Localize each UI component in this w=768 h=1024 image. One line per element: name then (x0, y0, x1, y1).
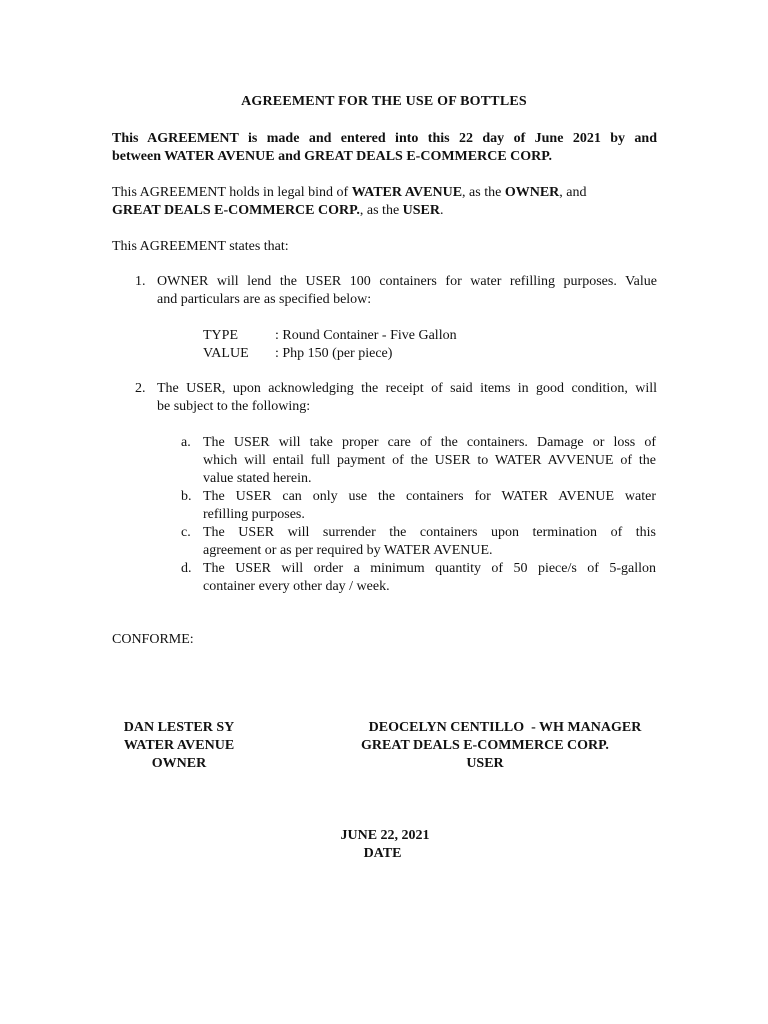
sub-b-line-2: refilling purposes. (203, 507, 305, 522)
intro-line-1: This AGREEMENT is made and entered into this 22 day of June 2021 by and (112, 131, 657, 146)
bind-owner-name: WATER AVENUE (351, 185, 463, 200)
sub-b-line-1: The USER can only use the containers for WATER AVENUE water (203, 489, 656, 504)
bind-user-role: USER (402, 203, 441, 218)
conforme-label: CONFORME: (112, 632, 194, 647)
bind-text-5: . (440, 203, 444, 218)
sub-c-line-2: agreement or as per required by WATER AVENUE. (203, 543, 493, 558)
user-signatory-name: DEOCELYN CENTILLO - WH MANAGER (368, 720, 642, 735)
item-1-line-2: and particulars are as specified below: (157, 292, 372, 307)
item-2-line-2: be subject to the following: (157, 399, 311, 414)
sub-d-line-1: The USER will order a minimum quantity of 50 piece/s of 5-gallon (203, 561, 656, 576)
bind-owner-role: OWNER (504, 185, 560, 200)
intro-line-2: between WATER AVENUE and GREAT DEALS E-COMMERCE CORP. (112, 149, 553, 164)
bind-user-name: GREAT DEALS E-COMMERCE CORP. (112, 203, 360, 218)
sub-d-letter: d. (181, 561, 192, 576)
sub-c-line-1: The USER will surrender the containers upon termination of this (203, 525, 656, 540)
date-label: DATE (363, 846, 402, 861)
document-title: AGREEMENT FOR THE USE OF BOTTLES (241, 94, 527, 109)
spec-type-label: TYPE (203, 328, 238, 343)
bind-paragraph-line-2 (112, 202, 657, 220)
item-1-line-1: OWNER will lend the USER 100 containers for water refilling purposes. Value (157, 274, 657, 289)
spec-type-value: : Round Container - Five Gallon (275, 328, 457, 343)
sub-a-line-3: value stated herein. (203, 471, 312, 486)
sub-c-letter: c. (181, 525, 191, 540)
sub-d-line-2: container every other day / week. (203, 579, 390, 594)
bind-paragraph-line-1 (112, 184, 657, 202)
bind-text-4: , as the (359, 203, 403, 218)
item-2-number: 2. (135, 381, 146, 396)
bind-text-1: This AGREEMENT holds in legal bind of (112, 185, 352, 200)
owner-signatory-name: DAN LESTER SY (123, 720, 235, 735)
owner-signatory-role: OWNER (151, 756, 207, 771)
states-paragraph: This AGREEMENT states that: (112, 239, 289, 254)
bind-text-2: , as the (462, 185, 505, 200)
spec-value-label: VALUE (203, 346, 249, 361)
user-signatory-role: USER (466, 756, 504, 771)
bind-text-3: , and (559, 185, 587, 200)
owner-signatory-company: WATER AVENUE (123, 738, 235, 753)
sub-a-line-2: which will entail full payment of the USER to WATER AVVENUE of the (203, 453, 656, 468)
agreement-date: JUNE 22, 2021 (340, 828, 430, 843)
spec-value-value: : Php 150 (per piece) (275, 346, 393, 361)
item-1-number: 1. (135, 274, 146, 289)
user-signatory-company: GREAT DEALS E-COMMERCE CORP. (361, 738, 609, 753)
sub-b-letter: b. (181, 489, 192, 504)
sub-a-letter: a. (181, 435, 191, 450)
sub-a-line-1: The USER will take proper care of the containers. Damage or loss of (203, 435, 656, 450)
item-2-line-1: The USER, upon acknowledging the receipt of said items in good condition, will (157, 381, 657, 396)
